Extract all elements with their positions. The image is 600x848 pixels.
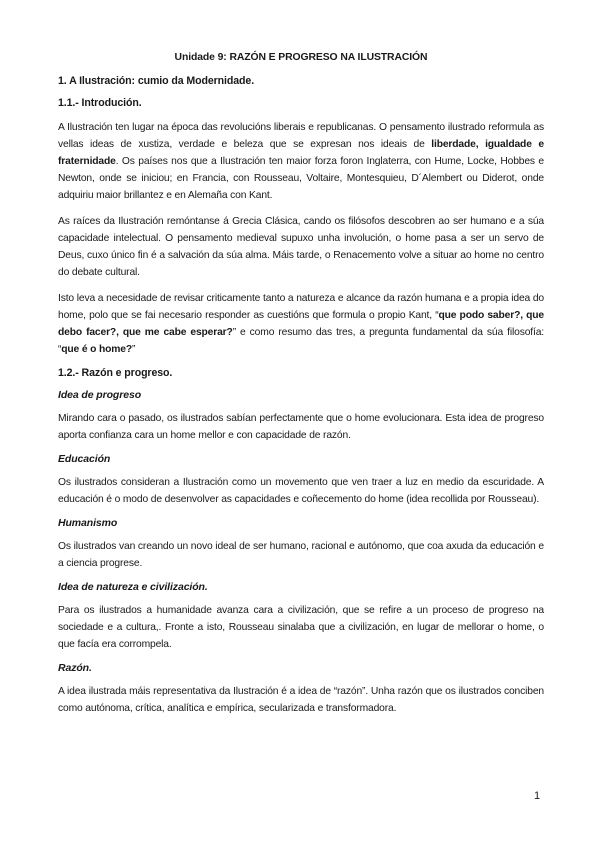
- section-1-1-heading: 1.1.- Introdución.: [58, 97, 142, 109]
- intro-paragraph-2: As raíces da Ilustración remóntanse á Grecia Clásica, cando os filósofos descobren ao ser humano e a súa capacidade intelectual. O pensamento medieval supuxo unha involución, o home pasa a ser un servo de Deus, cuxo único fin é a salvación da súa alma. Máis tarde, o Renacemento volve a situar ao home no centro do debate cultural.: [58, 216, 544, 278]
- fundamental-question-bold-text: que é o home?: [61, 344, 132, 355]
- kant-questions-bold-text: que podo saber?, que debo facer?, que me cabe esperar?: [58, 310, 544, 338]
- section-1-2-heading: 1.2.- Razón e progreso.: [58, 367, 173, 379]
- paragraph-natureza-civilizacion: Para os ilustrados a humanidade avanza cara a civilización, que se refire a un proceso de progreso na sociedade e a cultura,. Fronte a isto, Rousseau sinalaba que a civilización, en lugar de mellorar o home, o que facía era corrompela.: [58, 605, 544, 650]
- ideals-bold-text: liberdade, igualdade e fraternidade: [58, 139, 544, 167]
- subtitle-natureza-civilizacion: Idea de natureza e civilización.: [58, 581, 208, 593]
- page-content: [58, 52, 544, 726]
- section-1-heading: 1. A Ilustración: cumio da Modernidade.: [58, 75, 255, 87]
- paragraph-humanismo: Os ilustrados van creando un novo ideal de ser humano, racional e autónomo, que coa axuda da educación e a ciencia progrese.: [58, 541, 544, 569]
- intro-paragraph-3: Isto leva a necesidade de revisar criticamente tanto a natureza e alcance da razón humana e a propia idea do home, polo que se fai necesario responder as cuestións que formula o propio Kant, “que podo saber?, que debo facer?, que me cabe esperar?” e como resumo das tres, a pregunta fundamental da súa filosofía: “que é o home?”: [58, 293, 544, 355]
- subtitle-progreso: Idea de progreso: [58, 389, 142, 401]
- paragraph-educacion: Os ilustrados consideran a Ilustración como un movemento que ven traer a luz en medio da escuridade. A educación é o modo de desenvolver as capacidades e coñecemento do home (idea recollida por Rousseau).: [58, 477, 544, 505]
- intro-paragraph-1: A Ilustración ten lugar na época das revolucións liberais e republicanas. O pensamento ilustrado reformula as vellas ideas de xustiza, verdade e beleza que se expresan nos ideais de liberdade, igualdade e fraternidade. Os países nos que a Ilustración ten maior forza foron Inglaterra, con Hume, Locke, Hobbes e Newton, onde se iniciou; en Francia, con Rousseau, Voltaire, Montesquieu, D´Alembert ou Diderot, onde adquiriu maior brillantez e en Alemaña con Kant.: [58, 122, 544, 201]
- page-number: 1: [534, 790, 541, 802]
- paragraph-razon: A idea ilustrada máis representativa da Ilustración é a idea de “razón”. Unha razón que os ilustrados conciben como autónoma, crítica, analítica e empírica, secularizada e transformadora.: [58, 686, 544, 714]
- paragraph-progreso: Mirando cara o pasado, os ilustrados sabían perfectamente que o home evolucionara. Esta idea de progreso aporta confianza cara un home mellor e con capacidade de razón.: [58, 413, 544, 441]
- subtitle-humanismo: Humanismo: [58, 517, 118, 529]
- subtitle-razon: Razón.: [58, 662, 92, 674]
- subtitle-educacion: Educación: [58, 453, 111, 465]
- page-title: Unidade 9: RAZÓN E PROGRESO NA ILUSTRACIÓN: [174, 52, 428, 63]
